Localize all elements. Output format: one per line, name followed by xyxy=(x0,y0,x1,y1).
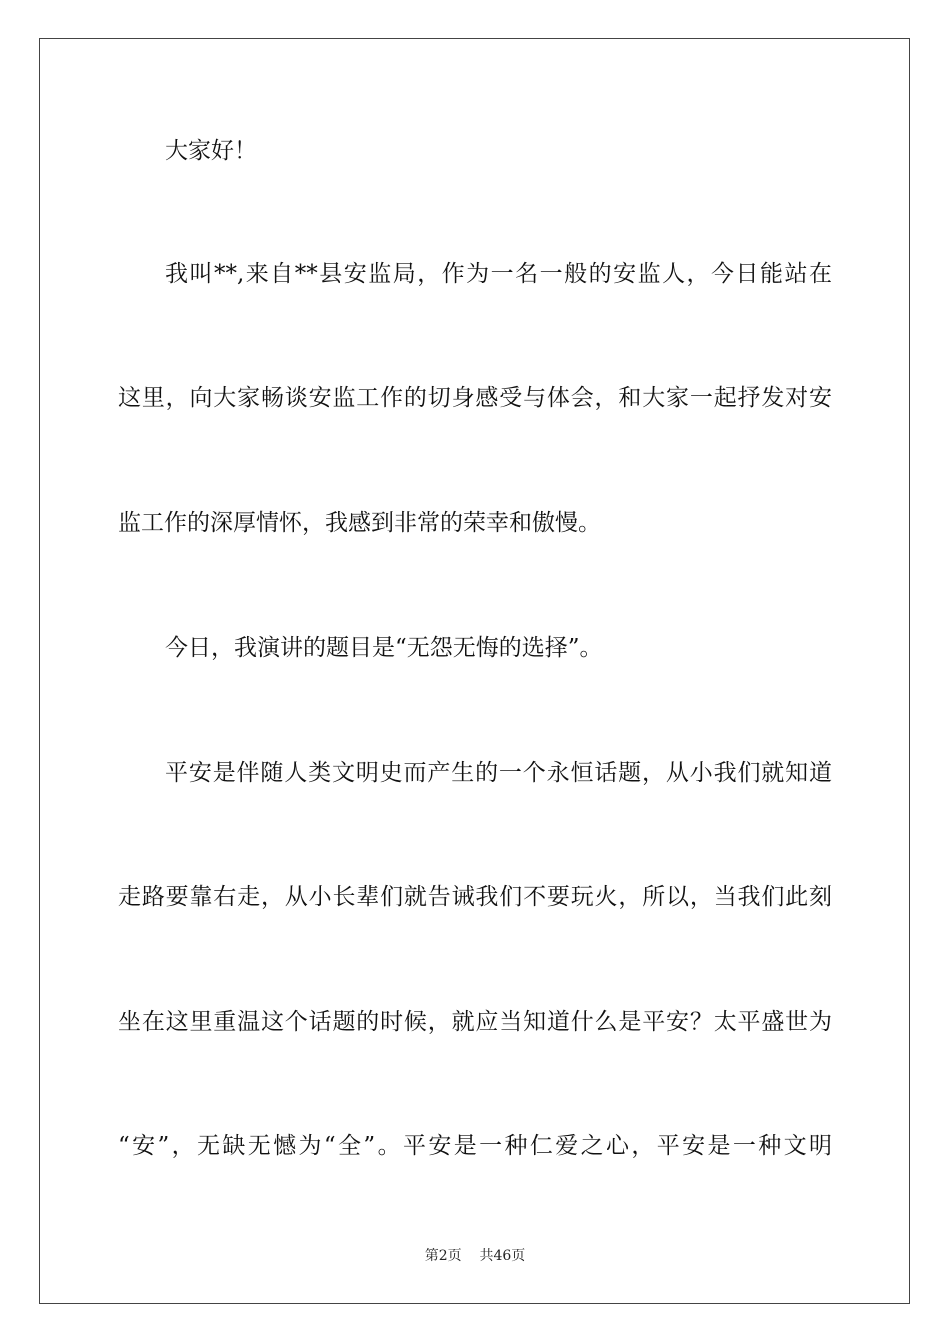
page-number: 第2页 xyxy=(424,1248,462,1264)
page-total: 共46页 xyxy=(479,1248,526,1264)
paragraph-line: 这里，向大家畅谈安监工作的切身感受与体会，和大家一起抒发对安 xyxy=(118,385,832,411)
paragraph-line: 我叫**,来自**县安监局，作为一名一般的安监人，今日能站在 xyxy=(165,261,832,287)
page-frame xyxy=(39,38,910,1304)
paragraph-line: 平安是伴随人类文明史而产生的一个永恒话题，从小我们就知道 xyxy=(165,760,832,786)
paragraph-line: 监工作的深厚情怀，我感到非常的荣幸和傲慢。 xyxy=(118,510,601,536)
greeting-line: 大家好！ xyxy=(165,138,257,164)
paragraph-line: 走路要靠右走，从小长辈们就告诫我们不要玩火，所以，当我们此刻 xyxy=(118,884,832,910)
page-footer xyxy=(0,1247,950,1265)
paragraph-line: 今日，我演讲的题目是“无怨无悔的选择”。 xyxy=(165,635,603,661)
paragraph-line: 坐在这里重温这个话题的时候，就应当知道什么是平安？太平盛世为 xyxy=(118,1009,832,1035)
paragraph-line: “安”，无缺无憾为“全”。平安是一种仁爱之心，平安是一种文明 xyxy=(118,1133,832,1159)
